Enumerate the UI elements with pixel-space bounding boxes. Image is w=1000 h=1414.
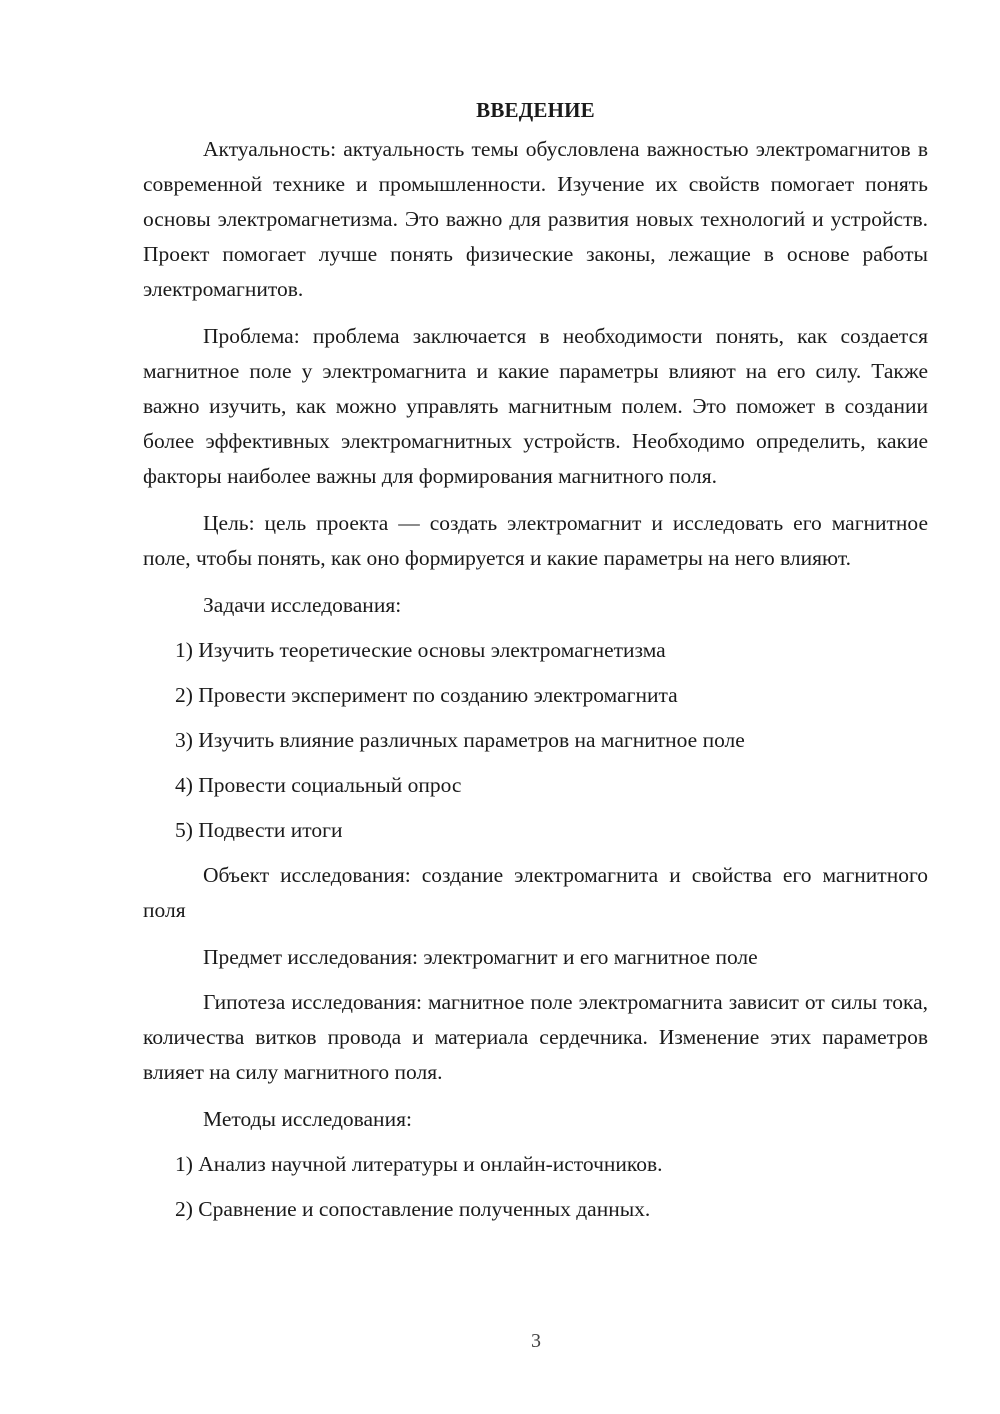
task-item: 4) Провести социальный опрос [175, 773, 462, 797]
goal-paragraph: Цель: цель проекта — создать электромагнит и исследовать его магнитное поле, чтобы понять, как оно формируется и какие параметры на него влияют. [143, 511, 928, 570]
relevance-paragraph: Актуальность: актуальность темы обусловлена важностью электромагнитов в современной технике и промышленности. Изучение их свойств помогает понять основы электромагнетизма. Это важно для развития новых технологий и устройств. Проект помогает лучше понять физические законы, лежащие в основе работы электромагнитов. [143, 137, 928, 301]
object-paragraph: Объект исследования: создание электромагнита и свойства его магнитного поля [143, 863, 928, 922]
method-item: 1) Анализ научной литературы и онлайн-источников. [175, 1152, 663, 1176]
page-title: ВВЕДЕНИЕ [476, 98, 595, 122]
subject-paragraph: Предмет исследования: электромагнит и его магнитное поле [203, 945, 758, 969]
task-item: 5) Подвести итоги [175, 818, 343, 842]
task-item: 1) Изучить теоретические основы электромагнетизма [175, 638, 666, 662]
method-item: 2) Сравнение и сопоставление полученных данных. [175, 1197, 651, 1221]
methods-heading: Методы исследования: [203, 1107, 412, 1131]
task-item: 3) Изучить влияние различных параметров на магнитное поле [175, 728, 745, 752]
tasks-heading: Задачи исследования: [203, 593, 402, 617]
page-number: 3 [531, 1330, 541, 1352]
hypothesis-paragraph: Гипотеза исследования: магнитное поле электромагнита зависит от силы тока, количества витков провода и материала сердечника. Изменение этих параметров влияет на силу магнитного поля. [143, 990, 928, 1084]
task-item: 2) Провести эксперимент по созданию электромагнита [175, 683, 678, 707]
problem-paragraph: Проблема: проблема заключается в необходимости понять, как создается магнитное поле у электромагнита и какие параметры влияют на его силу. Также важно изучить, как можно управлять магнитным полем. Это поможет в создании более эффективных электромагнитных устройств. Необходимо определить, какие факторы наиболее важны для формирования магнитного поля. [143, 324, 928, 488]
document-page [143, 92, 928, 1237]
